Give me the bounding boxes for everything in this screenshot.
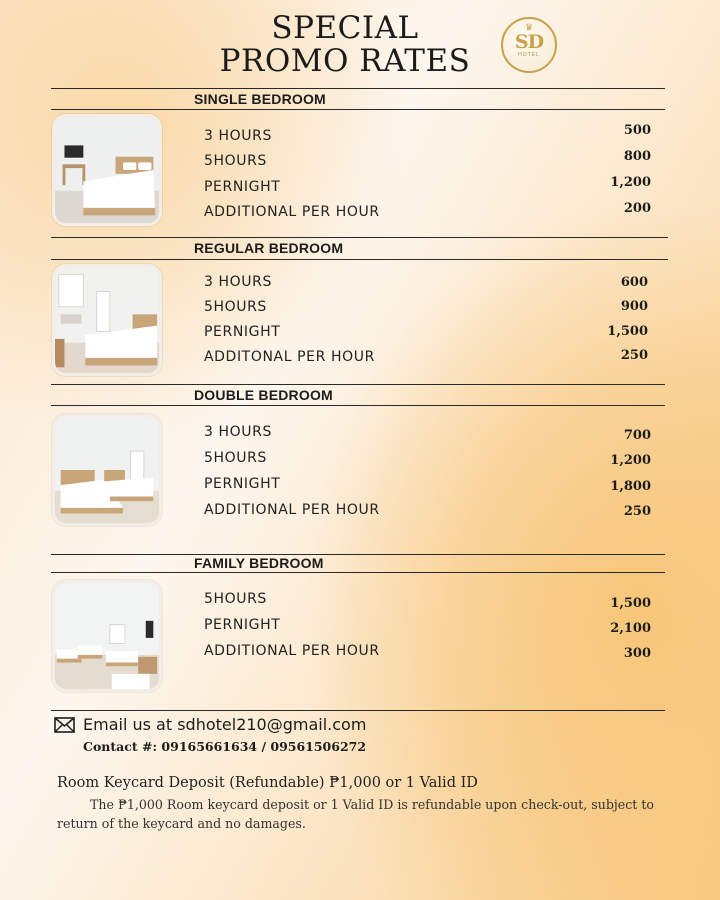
- deposit-description: The ₱1,000 Room keycard deposit or 1 Valid ID is refundable upon check-out, subject to return of the keycard and no damages.: [57, 797, 655, 831]
- divider: [51, 109, 665, 110]
- rate-label: PERNIGHT: [204, 179, 281, 195]
- rate-label: ADDITONAL PER HOUR: [204, 349, 375, 365]
- rate-label: 5HOURS: [204, 299, 267, 315]
- title-line-1: SPECIAL: [271, 10, 419, 46]
- email-contact[interactable]: Email us at sdhotel210@gmail.com: [83, 715, 367, 734]
- divider: [51, 237, 668, 238]
- rate-price: 1,500: [607, 324, 648, 339]
- title-line-2: PROMO RATES: [219, 43, 471, 79]
- rate-label: ADDITIONAL PER HOUR: [204, 643, 380, 659]
- page-title: [180, 12, 510, 78]
- rate-label: ADDITIONAL PER HOUR: [204, 502, 380, 518]
- rate-price: 300: [623, 646, 651, 661]
- rate-price: 2,100: [610, 621, 651, 636]
- hotel-logo: [501, 17, 557, 73]
- divider: [51, 405, 665, 406]
- rate-price: 1,200: [610, 453, 651, 468]
- divider: [51, 384, 665, 385]
- rate-label: 3 HOURS: [204, 424, 272, 440]
- rate-label: PERNIGHT: [204, 617, 281, 633]
- rate-price: 700: [623, 428, 651, 443]
- rate-price: 1,200: [610, 175, 651, 190]
- rate-price: 800: [623, 149, 651, 164]
- single-bedroom-photo: [52, 114, 162, 226]
- rate-label: ADDITIONAL PER HOUR: [204, 204, 380, 220]
- deposit-title: Room Keycard Deposit (Refundable) ₱1,000 or 1 Valid ID: [57, 775, 478, 791]
- double-bedroom-photo: [52, 414, 162, 526]
- rate-price: 200: [623, 201, 651, 216]
- rate-label: PERNIGHT: [204, 324, 281, 340]
- rate-label: 5HOURS: [204, 153, 267, 169]
- rate-price: 900: [620, 299, 648, 314]
- divider: [51, 554, 665, 555]
- crown-icon: ♛: [524, 22, 534, 32]
- logo-sub: HOTEL: [518, 52, 540, 58]
- divider: [51, 88, 665, 89]
- rate-label: 3 HOURS: [204, 128, 272, 144]
- rate-price: 500: [623, 123, 651, 138]
- envelope-icon: [54, 717, 75, 733]
- family-bedroom-photo: [52, 580, 162, 692]
- logo-mark: SD: [514, 31, 544, 53]
- section-title-regular: REGULAR BEDROOM: [194, 240, 344, 256]
- rate-label: 3 HOURS: [204, 274, 272, 290]
- section-title-double: DOUBLE BEDROOM: [194, 387, 333, 403]
- rate-label: 5HOURS: [204, 450, 267, 466]
- section-title-family: FAMILY BEDROOM: [194, 555, 324, 571]
- section-title-single: SINGLE BEDROOM: [194, 91, 326, 107]
- regular-bedroom-photo: [52, 264, 162, 376]
- divider: [51, 710, 665, 711]
- phone-contact: Contact #: 09165661634 / 09561506272: [83, 739, 367, 754]
- rate-price: 1,800: [610, 479, 651, 494]
- rate-label: 5HOURS: [204, 591, 267, 607]
- divider: [51, 572, 665, 573]
- rate-price: 600: [620, 275, 648, 290]
- divider: [51, 259, 668, 260]
- rate-price: 250: [623, 504, 651, 519]
- rate-price: 1,500: [610, 596, 651, 611]
- rate-label: PERNIGHT: [204, 476, 281, 492]
- rate-price: 250: [620, 348, 648, 363]
